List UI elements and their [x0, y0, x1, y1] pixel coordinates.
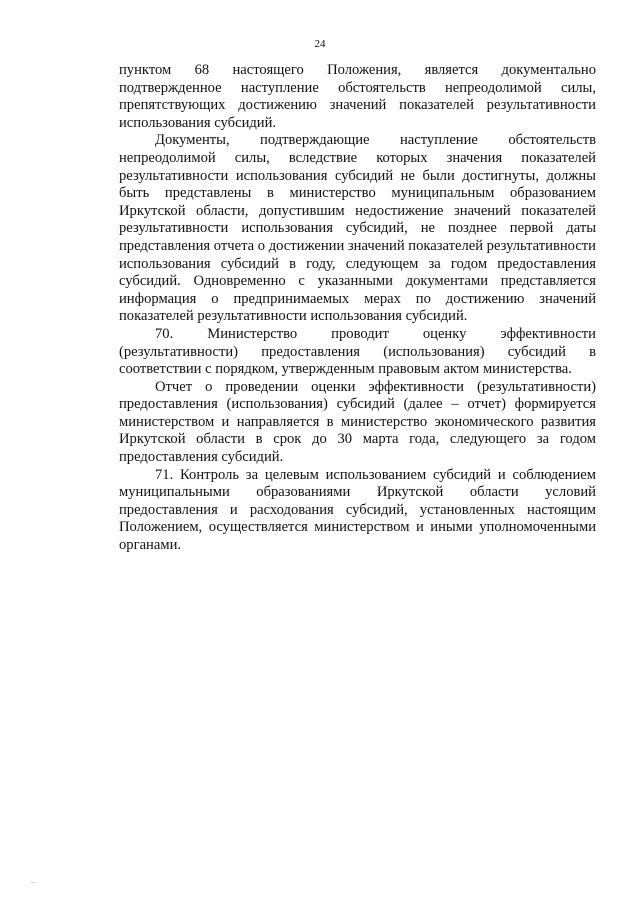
- paragraph-71-control: 71. Контроль за целевым использованием субсидий и соблюдением муниципальными образованиями Иркутской области условий предоставления и расходования субсидий, установленных настоящим Положением, осуществляется министерством и иными уполномоченными органами.: [119, 466, 596, 554]
- page-number: 24: [314, 38, 326, 50]
- document-body: [119, 62, 596, 555]
- paragraph-assessment-report: Отчет о проведении оценки эффективности (результативности) предоставления (использования) субсидий (далее – отчет) формируется министерством и направляется в министерство экономического развития Иркутской области в срок до 30 марта года, следующего за годом предоставления субсидий.: [119, 378, 596, 466]
- paragraph-70-efficiency-assessment: 70. Министерство проводит оценку эффективности (результативности) предоставления (использования) субсидий в соответствии с порядком, утвержденным правовым актом министерства.: [119, 325, 596, 378]
- paragraph-force-majeure-documents: Документы, подтверждающие наступление обстоятельств непреодолимой силы, вследствие которых значения показателей результативности использования субсидий не были достигнуты, должны быть представлены в министерство муниципальным образованием Иркутской области, допустившим недостижение значений показателей результативности использования субсидий, не позднее первой даты представления отчета о достижении значений показателей результативности использования субсидий в году, следующем за годом предоставления субсидий. Одновременно с указанными документами представляется информация о предпринимаемых мерах по достижению значений показателей результативности использования субсидий.: [119, 132, 596, 325]
- paragraph-continuation: пунктом 68 настоящего Положения, является документально подтвержденное наступление обстоятельств непреодолимой силы, препятствующих достижению значений показателей результативности использования субсидий.: [119, 62, 596, 131]
- scan-artifact: [31, 882, 35, 883]
